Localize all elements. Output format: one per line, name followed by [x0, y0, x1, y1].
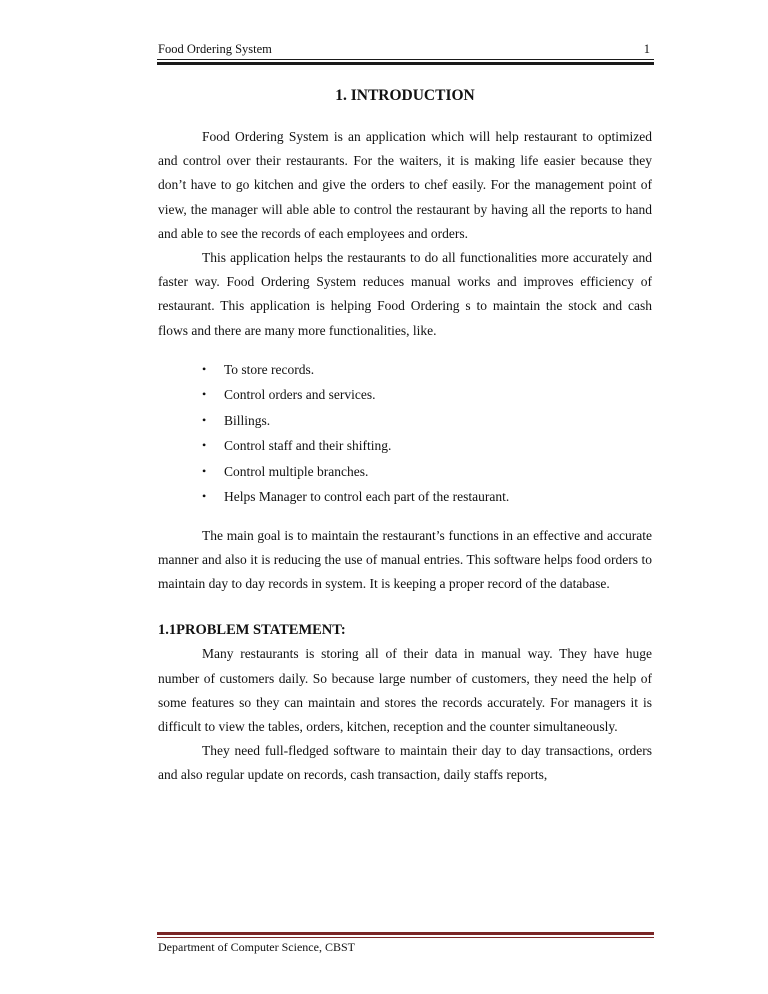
list-item — [158, 484, 652, 510]
header-title: Food Ordering System — [158, 42, 272, 56]
page-header — [158, 42, 652, 60]
bullet-icon: • — [202, 438, 207, 453]
page-content — [158, 84, 652, 788]
feature-list — [158, 357, 652, 510]
list-item-text: Control multiple branches. — [224, 463, 369, 479]
bullet-icon: • — [202, 463, 207, 478]
footer-rule-thick — [157, 932, 654, 935]
list-item — [158, 408, 652, 434]
problem-paragraph-1: Many restaurants is storing all of their data in manual way. They have huge number of customers daily. So because large number of customers, they need the help of some features so they can maintain and stores the records accurately. For managers it is difficult to view the tables, orders, kitchen, reception and the counter simultaneously. — [158, 646, 652, 735]
bullet-icon: • — [202, 361, 207, 376]
list-item-text: Billings. — [224, 412, 271, 428]
list-item — [158, 433, 652, 459]
bullet-icon: • — [202, 489, 207, 504]
list-item — [158, 357, 652, 383]
header-rule-thick — [157, 62, 654, 65]
intro-paragraph-2: This application helps the restaurants to do all functionalities more accurately and faster way. Food Ordering System reduces manual works and improves efficiency of restaurant. This application is helping Food Ordering s to maintain the stock and cash flows and there are many more functionalities, like. — [158, 250, 652, 338]
header-rule — [157, 59, 654, 60]
list-item-text: Helps Manager to control each part of the restaurant. — [224, 489, 510, 505]
chapter-title: 1. INTRODUCTION — [335, 87, 475, 104]
page-footer: Department of Computer Science, CBST — [158, 940, 355, 954]
list-item — [158, 459, 652, 485]
bullet-icon: • — [202, 387, 207, 402]
problem-statement-heading: 1.1PROBLEM STATEMENT: — [158, 622, 346, 639]
list-item-text: To store records. — [224, 361, 315, 377]
bullet-icon: • — [202, 412, 207, 427]
list-item-text: Control staff and their shifting. — [224, 438, 392, 454]
header-page-number: 1 — [643, 42, 650, 56]
problem-paragraph-2: They need full-fledged software to maintain their day to day transactions, orders and also regular update on records, cash transaction, daily staffs reports, — [158, 743, 652, 783]
list-item — [158, 382, 652, 408]
intro-paragraph-3: The main goal is to maintain the restaurant’s functions in an effective and accurate manner and also it is reducing the use of manual entries. This software helps food orders to maintain day to day records in system. It is keeping a proper record of the database. — [158, 527, 652, 592]
intro-paragraph-1: Food Ordering System is an application which will help restaurant to optimized and control over their restaurants. For the waiters, it is making life easier because they don’t have to go kitchen and give the orders to chef easily. For the management point of view, the manager will able able to control the restaurant by having all the reports to hand and able to see the records of each employees and orders. — [158, 129, 652, 241]
footer-rule — [157, 937, 654, 938]
list-item-text: Control orders and services. — [224, 387, 376, 403]
